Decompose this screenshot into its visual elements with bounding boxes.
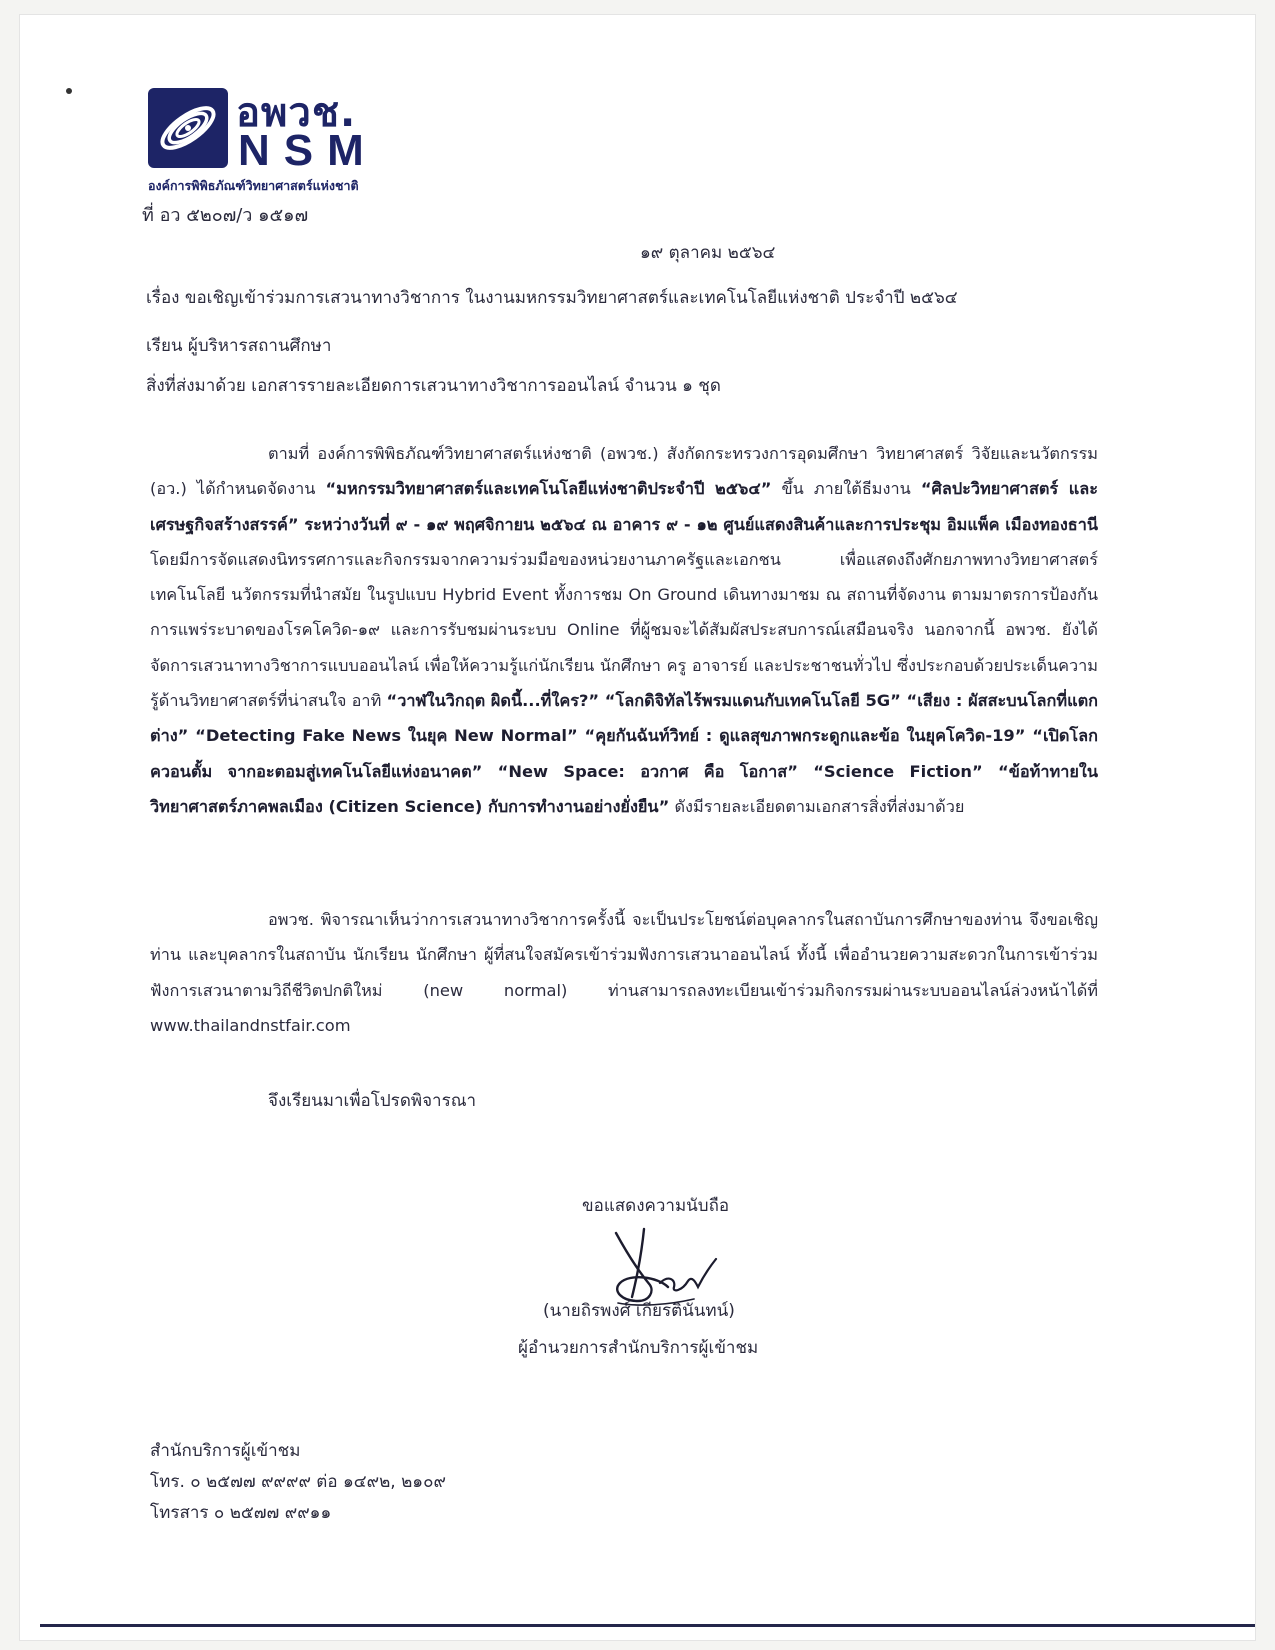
closing-request: จึงเรียนมาเพื่อโปรดพิจารณา [268, 1091, 477, 1111]
logo-thai-wordmark: อพวช. [236, 90, 357, 136]
body1-text-a: ตามที่ องค์การพิพิธภัณฑ์วิทยาศาสตร์แห่งชาติ (อพวช.) สังกัดกระทรวงการอุดมศึกษา วิทยาศาสตร์ วิจัยและนวัตกรรม (อว.) ได้กำหนดจัดงาน [150, 444, 1098, 499]
body2-text: อพวช. พิจารณาเห็นว่าการเสวนาทางวิชาการครั้งนี้ จะเป็นประโยชน์ต่อบุคลากรในสถาบันการศึกษาของท่าน จึงขอเชิญท่าน และบุคลากรในสถาบัน นักเรียน นักศึกษา ผู้ที่สนใจสมัครเข้าร่วมฟังการเสวนาออนไลน์ ทั้งนี้ เพื่ออำนวยความสะดวกในการเข้าร่วมฟังการเสวนาตามวิถีชีวิตปกติใหม่ (new normal) ท่านสามารถลงทะเบียนเข้าร่วมกิจกรรมผ่านระบบออนไลน์ล่วงหน้าได้ที่ www.thailandnstfair.com [150, 910, 1098, 1035]
sign-off: ขอแสดงความนับถือ [582, 1196, 730, 1216]
footer-telephone: โทร. ๐ ๒๕๗๗ ๙๙๙๙ ต่อ ๑๔๙๒, ๒๑๐๙ [150, 1472, 446, 1492]
logo-organization-name: องค์การพิพิธภัณฑ์วิทยาศาสตร์แห่งชาติ [148, 178, 359, 193]
body1-text-d: ดังมีรายละเอียดตามเอกสารสิ่งที่ส่งมาด้วย [669, 796, 965, 816]
letter-addressee: เรียน ผู้บริหารสถานศึกษา [146, 336, 332, 356]
seminar-topics-bold: “วาฬในวิกฤต ผิดนี้...ที่ใคร?” “โลกดิจิทัลไร้พรมแดนกับเทคโนโลยี 5G” “เสียง : ผัสสะบนโลกที่แตกต่าง” “Detecting Fake News ในยุค New Normal” “คุยกันฉันท์วิทย์ : ดูแลสุขภาพกระดูกและข้อ ในยุคโควิด-19” “เปิดโลก ควอนตั้ม จากอะตอมสู่เทคโนโลยีแห่งอนาคต” “New Space: อวกาศ คือ โอกาส” “Science Fiction” “ข้อท้าทายในวิทยาศาสตร์ภาคพลเมือง (Citizen Science) กับการทำงานอย่างยั่งยืน” [150, 691, 1099, 816]
letter-page [20, 15, 1255, 1640]
logo-english-wordmark: NSM [238, 126, 378, 175]
reference-number: ที่ อว ๕๒๐๗/ว ๑๕๑๗ [142, 205, 309, 226]
signer-title: ผู้อำนวยการสำนักบริการผู้เข้าชม [518, 1338, 759, 1358]
scan-speck [66, 88, 72, 94]
event-theme-bold: “ศิลปะวิทยาศาสตร์ และเศรษฐกิจสร้างสรรค์” ระหว่างวันที่ ๙ - ๑๙ พฤศจิกายน ๒๕๖๔ ณ อาคาร ๙ - ๑๒ ศูนย์แสดงสินค้าและการประชุม อิมแพ็ค เมืองทองธานี [150, 479, 1099, 534]
letter-enclosure: สิ่งที่ส่งมาด้วย เอกสารรายละเอียดการเสวนาทางวิชาการออนไลน์ จำนวน ๑ ชุด [146, 376, 721, 396]
letterhead-logo [148, 88, 438, 193]
body1-text-b: ขึ้น ภายใต้ธีมงาน [771, 479, 921, 499]
letter-date: ๑๙ ตุลาคม ๒๕๖๔ [640, 243, 776, 263]
nsm-atom-icon [148, 88, 228, 168]
footer-office: สำนักบริการผู้เข้าชม [150, 1441, 301, 1461]
letter-subject: เรื่อง ขอเชิญเข้าร่วมการเสวนาทางวิชาการ ในงานมหกรรมวิทยาศาสตร์และเทคโนโลยีแห่งชาติ ประจำปี ๒๕๖๔ [146, 288, 958, 308]
signer-name: (นายถิรพงศ์ เกียรตินันทน์) [543, 1301, 735, 1321]
body1-text-c: โดยมีการจัดแสดงนิทรรศการและกิจกรรมจากความร่วมมือของหน่วยงานภาครัฐและเอกชน เพื่อแสดงถึงศักยภาพทางวิทยาศาสตร์ เทคโนโลยี นวัตกรรมที่นำสมัย ในรูปแบบ Hybrid Event ทั้งการชม On Ground เดินทางมาชม ณ สถานที่จัดงาน ตามมาตรการป้องกันการแพร่ระบาดของโรคโควิด-๑๙ และการรับชมผ่านระบบ Online ที่ผู้ชมจะได้สัมผัสประสบการณ์เสมือนจริง นอกจากนี้ อพวช. ยังได้จัดการเสวนาทางวิชาการแบบออนไลน์ เพื่อให้ความรู้แก่นักเรียน นักศึกษา ครู อาจารย์ และประชาชนทั่วไป ซึ่งประกอบด้วยประเด็นความรู้ด้านวิทยาศาสตร์ที่น่าสนใจ อาทิ [150, 549, 1098, 711]
event-name-bold: “มหกรรมวิทยาศาสตร์และเทคโนโลยีแห่งชาติประจำปี ๒๕๖๔” [325, 479, 772, 499]
body-paragraph-1 [150, 436, 1098, 824]
footer-rule [40, 1624, 1255, 1627]
body-paragraph-2 [150, 902, 1098, 1043]
footer-fax: โทรสาร ๐ ๒๕๗๗ ๙๙๑๑ [150, 1503, 332, 1523]
